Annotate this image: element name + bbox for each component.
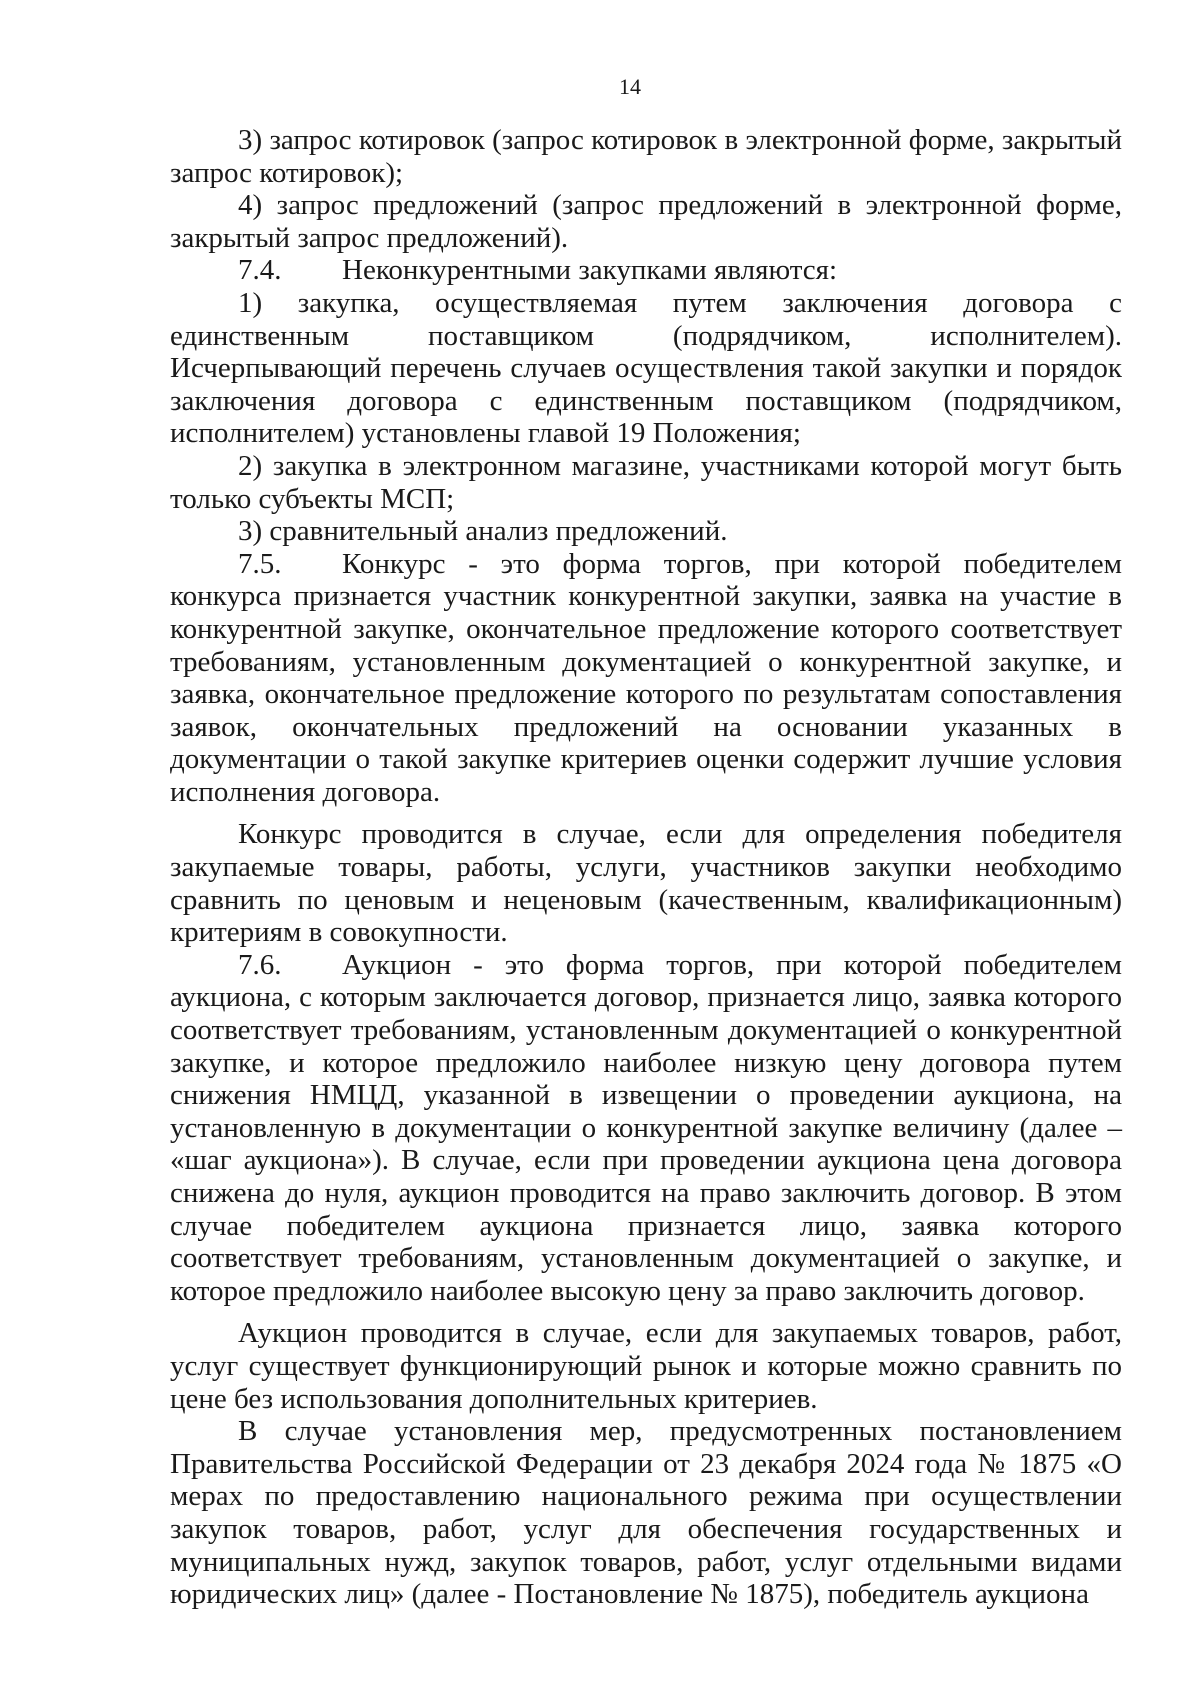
paragraph-item-3	[170, 124, 1122, 189]
paragraph-text: 2) закупка в электронном магазине, участниками которой могут быть только субъекты МСП;	[170, 449, 1122, 515]
paragraph-number: 7.6.	[238, 948, 282, 981]
paragraph-text: В случае установления мер, предусмотренных постановлением Правительства Российской Федерации от 23 декабря 2024 года № 1875 «О мерах по предоставлению национального режима при осуществлении закупок товаров, работ, услуг для обеспечения государственных и муниципальных нужд, закупок товаров, работ, услуг отдельными видами юридических лиц» (далее - Постановление № 1875), победитель аукциона	[170, 1415, 1122, 1611]
paragraph-7-6-national-regime	[170, 1415, 1122, 1611]
paragraph-7-4	[170, 254, 1122, 287]
paragraph-text: 4) запрос предложений (запрос предложений в электронной форме, закрытый запрос предложений).	[170, 189, 1122, 254]
paragraph-text: Конкурс - это форма торгов, при которой победителем конкурса признается участник конкурентной закупки, заявка на участие в конкурентной закупке, окончательное предложение которого соответствует требованиям, установленным документацией о конкурентной закупке, и заявка, окончательное предложение которого по результатам сопоставления заявок, окончательных предложений на основании указанных в документации о такой закупке критериев оценки содержит лучшие условия исполнения договора.	[170, 547, 1122, 808]
paragraph-7-5-continued	[170, 818, 1122, 948]
paragraph-text: Аукцион проводится в случае, если для закупаемых товаров, работ, услуг существует функционирующий рынок и которые можно сравнить по цене без использования дополнительных критериев.	[170, 1317, 1122, 1415]
page-number: 14	[619, 74, 641, 99]
paragraph-text: 3) сравнительный анализ предложений.	[238, 515, 728, 548]
paragraph-7-6	[170, 949, 1122, 1308]
paragraph-7-6-continued	[170, 1317, 1122, 1415]
paragraph-text: Конкурс проводится в случае, если для определения победителя закупаемые товары, работы, услуги, участников закупки необходимо сравнить по ценовым и неценовым (качественным, квалификационным) критериям в совокупности.	[170, 818, 1122, 949]
paragraph-text: 3) запрос котировок (запрос котировок в электронной форме, закрытый запрос котировок);	[170, 124, 1122, 189]
paragraph-number: 7.4.	[238, 254, 282, 287]
paragraph-text: Аукцион - это форма торгов, при которой победителем аукциона, с которым заключается договор, признается лицо, заявка которого соответствует требованиям, установленным документацией о конкурентной закупке, и которое предложило наиболее низкую цену договора путем снижения НМЦД, указанной в извещении о проведении аукциона, на установленную в документации о конкурентной закупке величину (далее – «шаг аукциона»). В случае, если при проведении аукциона цена договора снижена до нуля, аукцион проводится на право заключить договор. В этом случае победителем аукциона признается лицо, заявка которого соответствует требованиям, установленным документацией о закупке, и которое предложило наиболее высокую цену за право заключить договор.	[170, 948, 1122, 1307]
paragraph-number: 7.5.	[238, 547, 282, 580]
paragraph-7-5	[170, 548, 1122, 809]
paragraph-text: 1) закупка, осуществляемая путем заключения договора с единственным поставщиком (подрядчиком, исполнителем). Исчерпывающий перечень случаев осуществления такой закупки и порядок заключения договора с единственным поставщиком (подрядчиком, исполнителем) установлены главой 19 Положения;	[170, 286, 1122, 450]
paragraph-7-4-item-2	[170, 450, 1122, 515]
document-body	[170, 124, 1122, 1611]
paragraph-7-4-item-3	[170, 515, 1122, 548]
paragraph-7-4-item-1	[170, 287, 1122, 450]
paragraph-text: Неконкурентными закупками являются:	[342, 254, 838, 287]
paragraph-item-4	[170, 189, 1122, 254]
